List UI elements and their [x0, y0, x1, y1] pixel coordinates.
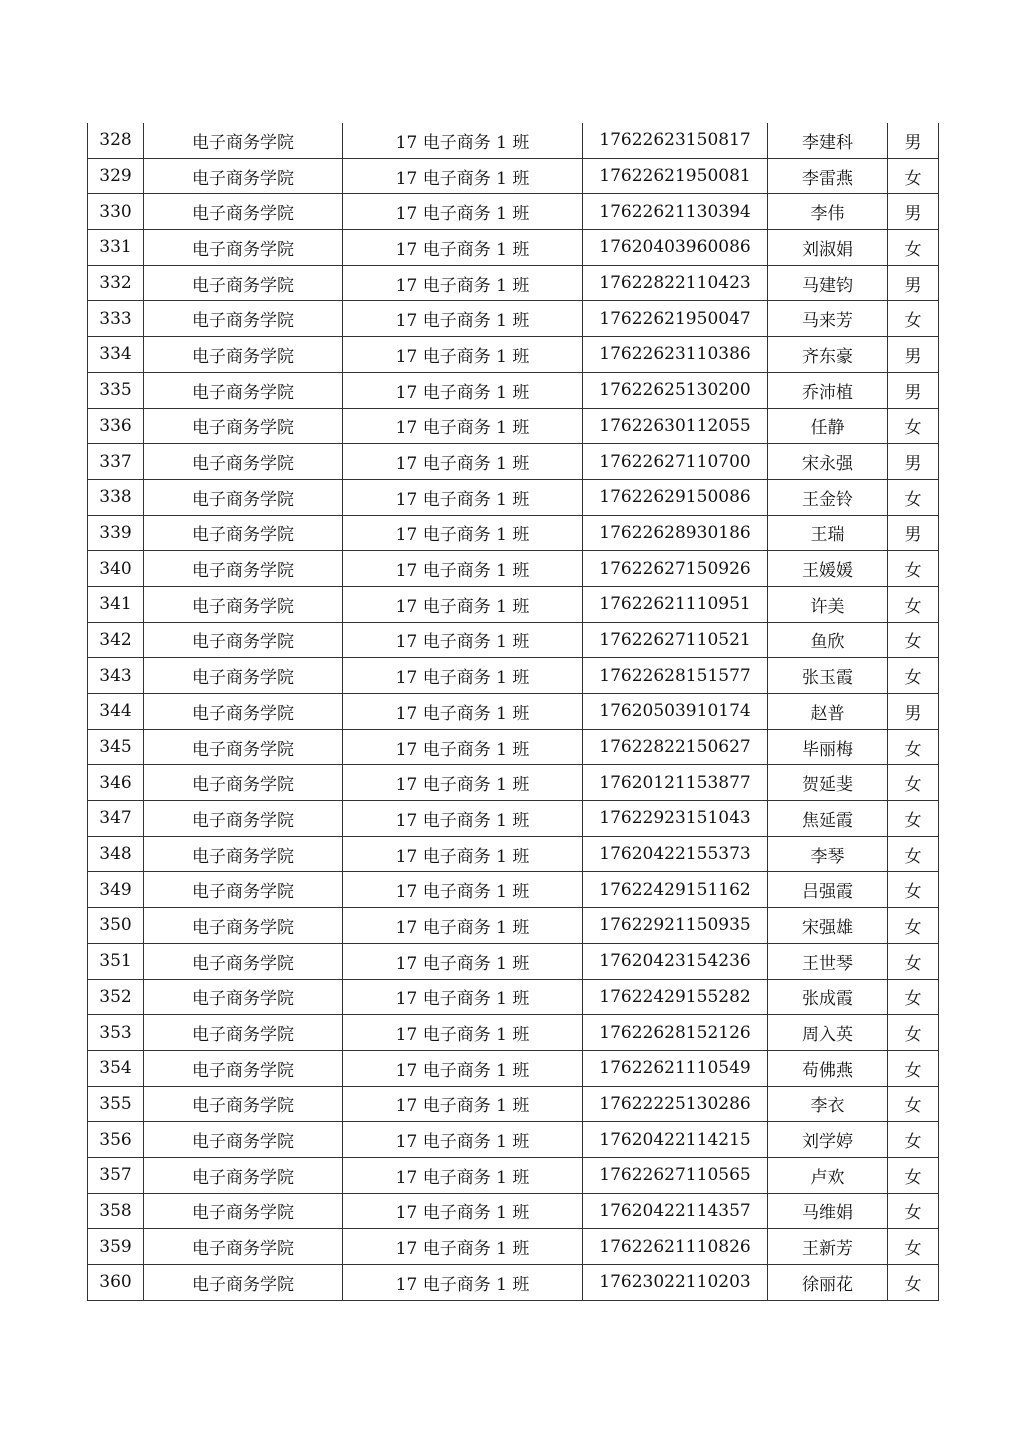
table-row — [88, 158, 939, 194]
class-cell: 17 电子商务 1 班 — [343, 1265, 583, 1301]
class-cell: 17 电子商务 1 班 — [343, 479, 583, 515]
table-row — [88, 1050, 939, 1086]
student-name-cell: 许美 — [768, 586, 888, 622]
student-roster-table — [87, 123, 939, 1301]
row-number-cell: 346 — [88, 765, 144, 801]
student-name-cell: 李伟 — [768, 194, 888, 230]
college-cell: 电子商务学院 — [144, 1265, 343, 1301]
student-name-cell: 乔沛植 — [768, 372, 888, 408]
gender-cell: 女 — [888, 230, 939, 266]
table-row — [88, 1157, 939, 1193]
table-row — [88, 908, 939, 944]
gender-cell: 男 — [888, 194, 939, 230]
class-cell: 17 电子商务 1 班 — [343, 515, 583, 551]
student-name-cell: 张成霞 — [768, 979, 888, 1015]
gender-cell: 男 — [888, 444, 939, 480]
row-number-cell: 343 — [88, 658, 144, 694]
row-number-cell: 331 — [88, 230, 144, 266]
class-cell: 17 电子商务 1 班 — [343, 836, 583, 872]
row-number-cell: 342 — [88, 622, 144, 658]
college-cell: 电子商务学院 — [144, 479, 343, 515]
gender-cell: 女 — [888, 943, 939, 979]
college-cell: 电子商务学院 — [144, 337, 343, 373]
gender-cell: 女 — [888, 801, 939, 837]
class-cell: 17 电子商务 1 班 — [343, 1122, 583, 1158]
row-number-cell: 341 — [88, 586, 144, 622]
student-name-cell: 李建科 — [768, 123, 888, 158]
college-cell: 电子商务学院 — [144, 194, 343, 230]
row-number-cell: 345 — [88, 729, 144, 765]
student-name-cell: 宋强雄 — [768, 908, 888, 944]
table-row — [88, 694, 939, 730]
student-name-cell: 宋永强 — [768, 444, 888, 480]
class-cell: 17 电子商务 1 班 — [343, 1015, 583, 1051]
class-cell: 17 电子商务 1 班 — [343, 1193, 583, 1229]
class-cell: 17 电子商务 1 班 — [343, 586, 583, 622]
class-cell: 17 电子商务 1 班 — [343, 194, 583, 230]
class-cell: 17 电子商务 1 班 — [343, 765, 583, 801]
gender-cell: 女 — [888, 1015, 939, 1051]
class-cell: 17 电子商务 1 班 — [343, 1050, 583, 1086]
student-name-cell: 周入英 — [768, 1015, 888, 1051]
row-number-cell: 344 — [88, 694, 144, 730]
student-name-cell: 王金铃 — [768, 479, 888, 515]
student-name-cell: 刘淑娟 — [768, 230, 888, 266]
student-name-cell: 马建钧 — [768, 265, 888, 301]
class-cell: 17 电子商务 1 班 — [343, 658, 583, 694]
gender-cell: 女 — [888, 979, 939, 1015]
row-number-cell: 353 — [88, 1015, 144, 1051]
class-cell: 17 电子商务 1 班 — [343, 337, 583, 373]
class-cell: 17 电子商务 1 班 — [343, 872, 583, 908]
row-number-cell: 356 — [88, 1122, 144, 1158]
college-cell: 电子商务学院 — [144, 1015, 343, 1051]
college-cell: 电子商务学院 — [144, 1157, 343, 1193]
row-number-cell: 329 — [88, 158, 144, 194]
class-cell: 17 电子商务 1 班 — [343, 265, 583, 301]
table-row — [88, 979, 939, 1015]
student-id-cell: 17622621110951 — [583, 586, 768, 622]
table-row — [88, 765, 939, 801]
gender-cell: 女 — [888, 836, 939, 872]
row-number-cell: 360 — [88, 1265, 144, 1301]
class-cell: 17 电子商务 1 班 — [343, 1086, 583, 1122]
college-cell: 电子商务学院 — [144, 943, 343, 979]
class-cell: 17 电子商务 1 班 — [343, 408, 583, 444]
student-name-cell: 王世琴 — [768, 943, 888, 979]
table-row — [88, 515, 939, 551]
class-cell: 17 电子商务 1 班 — [343, 551, 583, 587]
student-id-cell: 17622628930186 — [583, 515, 768, 551]
table-row — [88, 622, 939, 658]
gender-cell: 女 — [888, 158, 939, 194]
gender-cell: 男 — [888, 337, 939, 373]
gender-cell: 女 — [888, 1122, 939, 1158]
gender-cell: 女 — [888, 551, 939, 587]
student-id-cell: 17622627110521 — [583, 622, 768, 658]
gender-cell: 男 — [888, 372, 939, 408]
student-name-cell: 王瑞 — [768, 515, 888, 551]
table-row — [88, 301, 939, 337]
table-row — [88, 551, 939, 587]
table-row — [88, 586, 939, 622]
student-id-cell: 17622627150926 — [583, 551, 768, 587]
row-number-cell: 352 — [88, 979, 144, 1015]
student-id-cell: 17622623150817 — [583, 123, 768, 158]
row-number-cell: 330 — [88, 194, 144, 230]
gender-cell: 女 — [888, 872, 939, 908]
student-id-cell: 17622628151577 — [583, 658, 768, 694]
student-id-cell: 17622822110423 — [583, 265, 768, 301]
student-id-cell: 17622630112055 — [583, 408, 768, 444]
table-row — [88, 408, 939, 444]
student-id-cell: 17620422114357 — [583, 1193, 768, 1229]
student-id-cell: 17620503910174 — [583, 694, 768, 730]
college-cell: 电子商务学院 — [144, 158, 343, 194]
student-id-cell: 17622429151162 — [583, 872, 768, 908]
college-cell: 电子商务学院 — [144, 872, 343, 908]
class-cell: 17 电子商务 1 班 — [343, 622, 583, 658]
class-cell: 17 电子商务 1 班 — [343, 979, 583, 1015]
college-cell: 电子商务学院 — [144, 586, 343, 622]
college-cell: 电子商务学院 — [144, 729, 343, 765]
college-cell: 电子商务学院 — [144, 979, 343, 1015]
gender-cell: 女 — [888, 622, 939, 658]
student-name-cell: 卢欢 — [768, 1157, 888, 1193]
student-name-cell: 任静 — [768, 408, 888, 444]
row-number-cell: 347 — [88, 801, 144, 837]
row-number-cell: 333 — [88, 301, 144, 337]
row-number-cell: 354 — [88, 1050, 144, 1086]
student-name-cell: 张玉霞 — [768, 658, 888, 694]
student-name-cell: 刘学婷 — [768, 1122, 888, 1158]
row-number-cell: 351 — [88, 943, 144, 979]
row-number-cell: 349 — [88, 872, 144, 908]
student-id-cell: 17622621950081 — [583, 158, 768, 194]
student-id-cell: 17622623110386 — [583, 337, 768, 373]
student-id-cell: 17622822150627 — [583, 729, 768, 765]
college-cell: 电子商务学院 — [144, 1050, 343, 1086]
row-number-cell: 336 — [88, 408, 144, 444]
student-name-cell: 徐丽花 — [768, 1265, 888, 1301]
student-id-cell: 17622627110700 — [583, 444, 768, 480]
row-number-cell: 328 — [88, 123, 144, 158]
row-number-cell: 357 — [88, 1157, 144, 1193]
gender-cell: 女 — [888, 479, 939, 515]
gender-cell: 女 — [888, 1157, 939, 1193]
college-cell: 电子商务学院 — [144, 408, 343, 444]
table-row — [88, 658, 939, 694]
table-row — [88, 194, 939, 230]
student-id-cell: 17622621110549 — [583, 1050, 768, 1086]
gender-cell: 女 — [888, 1265, 939, 1301]
college-cell: 电子商务学院 — [144, 836, 343, 872]
class-cell: 17 电子商务 1 班 — [343, 372, 583, 408]
student-name-cell: 贺延斐 — [768, 765, 888, 801]
student-id-cell: 17622625130200 — [583, 372, 768, 408]
gender-cell: 女 — [888, 1050, 939, 1086]
table-row — [88, 444, 939, 480]
college-cell: 电子商务学院 — [144, 1229, 343, 1265]
student-name-cell: 毕丽梅 — [768, 729, 888, 765]
student-name-cell: 鱼欣 — [768, 622, 888, 658]
gender-cell: 女 — [888, 729, 939, 765]
table-row — [88, 337, 939, 373]
student-name-cell: 王媛媛 — [768, 551, 888, 587]
student-id-cell: 17622921150935 — [583, 908, 768, 944]
row-number-cell: 334 — [88, 337, 144, 373]
student-id-cell: 17620422155373 — [583, 836, 768, 872]
row-number-cell: 335 — [88, 372, 144, 408]
class-cell: 17 电子商务 1 班 — [343, 444, 583, 480]
gender-cell: 男 — [888, 515, 939, 551]
gender-cell: 女 — [888, 765, 939, 801]
table-row — [88, 836, 939, 872]
college-cell: 电子商务学院 — [144, 123, 343, 158]
student-id-cell: 17622923151043 — [583, 801, 768, 837]
student-name-cell: 李琴 — [768, 836, 888, 872]
college-cell: 电子商务学院 — [144, 444, 343, 480]
college-cell: 电子商务学院 — [144, 1193, 343, 1229]
row-number-cell: 338 — [88, 479, 144, 515]
student-name-cell: 焦延霞 — [768, 801, 888, 837]
table-row — [88, 1122, 939, 1158]
college-cell: 电子商务学院 — [144, 551, 343, 587]
college-cell: 电子商务学院 — [144, 515, 343, 551]
student-id-cell: 17622621950047 — [583, 301, 768, 337]
row-number-cell: 339 — [88, 515, 144, 551]
college-cell: 电子商务学院 — [144, 1086, 343, 1122]
class-cell: 17 电子商务 1 班 — [343, 694, 583, 730]
gender-cell: 女 — [888, 1086, 939, 1122]
gender-cell: 女 — [888, 586, 939, 622]
student-name-cell: 马来芳 — [768, 301, 888, 337]
row-number-cell: 348 — [88, 836, 144, 872]
table-row — [88, 729, 939, 765]
class-cell: 17 电子商务 1 班 — [343, 123, 583, 158]
table-row — [88, 123, 939, 158]
row-number-cell: 358 — [88, 1193, 144, 1229]
student-id-cell: 17620423154236 — [583, 943, 768, 979]
student-id-cell: 17620422114215 — [583, 1122, 768, 1158]
row-number-cell: 355 — [88, 1086, 144, 1122]
college-cell: 电子商务学院 — [144, 1122, 343, 1158]
row-number-cell: 350 — [88, 908, 144, 944]
table-row — [88, 1086, 939, 1122]
student-name-cell: 李雷燕 — [768, 158, 888, 194]
college-cell: 电子商务学院 — [144, 265, 343, 301]
student-name-cell: 赵普 — [768, 694, 888, 730]
table-row — [88, 1193, 939, 1229]
student-name-cell: 齐东豪 — [768, 337, 888, 373]
gender-cell: 女 — [888, 1229, 939, 1265]
student-id-cell: 17622628152126 — [583, 1015, 768, 1051]
student-id-cell: 17620403960086 — [583, 230, 768, 266]
row-number-cell: 332 — [88, 265, 144, 301]
class-cell: 17 电子商务 1 班 — [343, 1157, 583, 1193]
table-row — [88, 1229, 939, 1265]
college-cell: 电子商务学院 — [144, 658, 343, 694]
class-cell: 17 电子商务 1 班 — [343, 801, 583, 837]
class-cell: 17 电子商务 1 班 — [343, 908, 583, 944]
row-number-cell: 359 — [88, 1229, 144, 1265]
gender-cell: 男 — [888, 265, 939, 301]
college-cell: 电子商务学院 — [144, 908, 343, 944]
table-row — [88, 230, 939, 266]
class-cell: 17 电子商务 1 班 — [343, 729, 583, 765]
college-cell: 电子商务学院 — [144, 372, 343, 408]
row-number-cell: 337 — [88, 444, 144, 480]
student-name-cell: 马维娟 — [768, 1193, 888, 1229]
gender-cell: 女 — [888, 1193, 939, 1229]
student-id-cell: 17622629150086 — [583, 479, 768, 515]
student-name-cell: 李衣 — [768, 1086, 888, 1122]
table-row — [88, 479, 939, 515]
student-id-cell: 17622627110565 — [583, 1157, 768, 1193]
student-id-cell: 17622429155282 — [583, 979, 768, 1015]
class-cell: 17 电子商务 1 班 — [343, 230, 583, 266]
student-id-cell: 17622621110826 — [583, 1229, 768, 1265]
table-row — [88, 372, 939, 408]
student-name-cell: 苟佛燕 — [768, 1050, 888, 1086]
row-number-cell: 340 — [88, 551, 144, 587]
college-cell: 电子商务学院 — [144, 301, 343, 337]
student-id-cell: 17622225130286 — [583, 1086, 768, 1122]
college-cell: 电子商务学院 — [144, 230, 343, 266]
gender-cell: 女 — [888, 301, 939, 337]
table-row — [88, 872, 939, 908]
gender-cell: 男 — [888, 123, 939, 158]
table-row — [88, 1015, 939, 1051]
student-id-cell: 17623022110203 — [583, 1265, 768, 1301]
roster-body — [88, 123, 939, 1300]
class-cell: 17 电子商务 1 班 — [343, 1229, 583, 1265]
college-cell: 电子商务学院 — [144, 622, 343, 658]
college-cell: 电子商务学院 — [144, 801, 343, 837]
class-cell: 17 电子商务 1 班 — [343, 943, 583, 979]
gender-cell: 女 — [888, 408, 939, 444]
gender-cell: 女 — [888, 908, 939, 944]
gender-cell: 男 — [888, 694, 939, 730]
table-row — [88, 943, 939, 979]
student-id-cell: 17620121153877 — [583, 765, 768, 801]
class-cell: 17 电子商务 1 班 — [343, 301, 583, 337]
college-cell: 电子商务学院 — [144, 694, 343, 730]
gender-cell: 女 — [888, 658, 939, 694]
student-name-cell: 吕强霞 — [768, 872, 888, 908]
student-name-cell: 王新芳 — [768, 1229, 888, 1265]
table-row — [88, 801, 939, 837]
table-row — [88, 265, 939, 301]
student-id-cell: 17622621130394 — [583, 194, 768, 230]
class-cell: 17 电子商务 1 班 — [343, 158, 583, 194]
college-cell: 电子商务学院 — [144, 765, 343, 801]
table-row — [88, 1265, 939, 1301]
